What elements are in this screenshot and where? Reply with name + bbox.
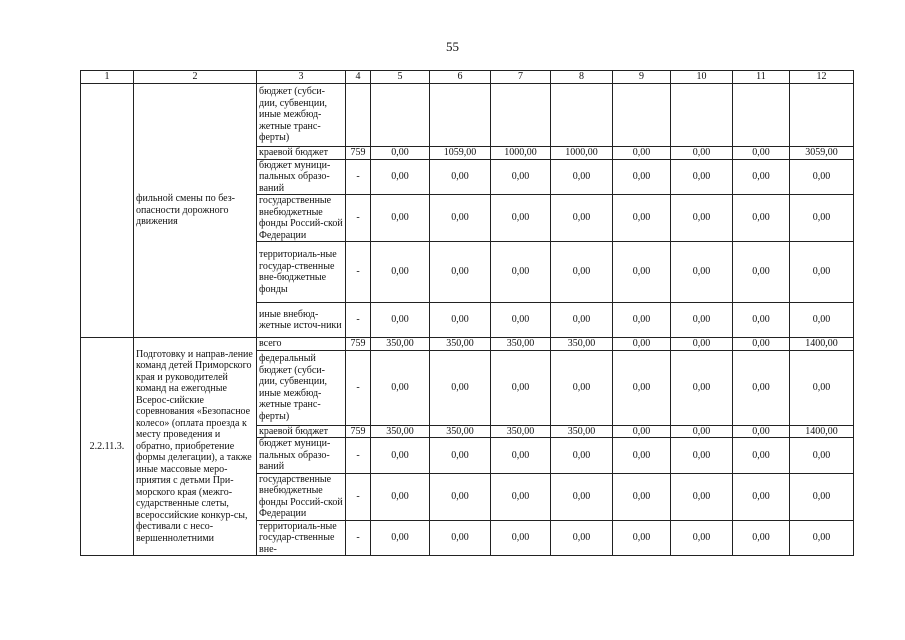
column-number-cell: 1 <box>81 71 134 84</box>
column-number-cell: 10 <box>671 71 733 84</box>
value-cell: 0,00 <box>790 473 854 520</box>
value-cell: 350,00 <box>430 425 491 438</box>
value-cell: 0,00 <box>430 242 491 303</box>
value-cell: 0,00 <box>613 520 671 556</box>
value-cell: 0,00 <box>733 338 790 351</box>
funding-source: федеральный бюджет (субси-дии, субвенции, иные межбюд-жетные транс-ферты) <box>257 350 346 425</box>
budget-table <box>80 70 854 556</box>
value-cell: 0,00 <box>733 242 790 303</box>
value-cell: 0,00 <box>551 520 613 556</box>
value-cell <box>430 84 491 147</box>
value-cell: 0,00 <box>371 195 430 242</box>
value-cell: 0,00 <box>613 338 671 351</box>
kbs-code: - <box>346 438 371 474</box>
value-cell: 350,00 <box>551 338 613 351</box>
kbs-code: - <box>346 350 371 425</box>
item-index <box>81 84 134 338</box>
value-cell: 0,00 <box>790 303 854 338</box>
kbs-code: - <box>346 195 371 242</box>
value-cell: 0,00 <box>671 159 733 195</box>
value-cell: 0,00 <box>733 438 790 474</box>
value-cell: 350,00 <box>371 338 430 351</box>
value-cell <box>371 84 430 147</box>
value-cell: 0,00 <box>733 303 790 338</box>
funding-source: иные внебюд-жетные источ-ники <box>257 303 346 338</box>
value-cell: 0,00 <box>613 242 671 303</box>
value-cell: 0,00 <box>790 159 854 195</box>
value-cell: 0,00 <box>430 195 491 242</box>
column-number-cell: 6 <box>430 71 491 84</box>
value-cell: 0,00 <box>613 147 671 160</box>
kbs-code: 759 <box>346 425 371 438</box>
value-cell: 1000,00 <box>551 147 613 160</box>
value-cell: 0,00 <box>671 425 733 438</box>
value-cell: 0,00 <box>613 350 671 425</box>
value-cell: 0,00 <box>551 438 613 474</box>
funding-source: бюджет (субси-дии, субвенции, иные межбюд-жетные транс-ферты) <box>257 84 346 147</box>
item-title: Подготовку и направ-ление команд детей Приморского края и руководителей команд на ежегодные Всерос-сийские соревнования «Безопасное колесо» (оплата проезда к месту проведения и обратно, приобретение формы делегации), а также иные массовые меро-приятия с детьми При-морского края (межго-сударственные слеты, всероссийские конкур-сы, фестивали с несо-вершеннолетними <box>134 338 257 556</box>
value-cell: 0,00 <box>491 303 551 338</box>
value-cell: 0,00 <box>790 438 854 474</box>
kbs-code <box>346 84 371 147</box>
value-cell: 0,00 <box>491 520 551 556</box>
funding-source: территориаль-ные государ-ственные вне- <box>257 520 346 556</box>
item-index: 2.2.11.3. <box>81 338 134 556</box>
column-number-cell: 3 <box>257 71 346 84</box>
value-cell <box>551 84 613 147</box>
value-cell: 0,00 <box>371 242 430 303</box>
value-cell: 0,00 <box>491 242 551 303</box>
value-cell: 350,00 <box>430 338 491 351</box>
value-cell: 0,00 <box>671 303 733 338</box>
value-cell: 0,00 <box>613 425 671 438</box>
value-cell <box>491 84 551 147</box>
value-cell: 0,00 <box>491 438 551 474</box>
value-cell: 3059,00 <box>790 147 854 160</box>
value-cell: 0,00 <box>733 520 790 556</box>
value-cell: 0,00 <box>790 242 854 303</box>
value-cell: 0,00 <box>671 473 733 520</box>
page-number: 55 <box>446 39 459 54</box>
value-cell: 0,00 <box>733 195 790 242</box>
value-cell: 0,00 <box>613 195 671 242</box>
value-cell: 1059,00 <box>430 147 491 160</box>
value-cell: 1400,00 <box>790 425 854 438</box>
funding-source: всего <box>257 338 346 351</box>
value-cell: 0,00 <box>371 159 430 195</box>
funding-source: территориаль-ные государ-ственные вне-бюджетные фонды <box>257 242 346 303</box>
funding-source: краевой бюджет <box>257 425 346 438</box>
value-cell: 0,00 <box>671 242 733 303</box>
value-cell: 0,00 <box>733 473 790 520</box>
funding-source: бюджет муници-пальных образо-ваний <box>257 159 346 195</box>
value-cell: 0,00 <box>491 159 551 195</box>
value-cell: 0,00 <box>430 438 491 474</box>
value-cell: 0,00 <box>430 350 491 425</box>
column-number-cell: 12 <box>790 71 854 84</box>
value-cell: 0,00 <box>371 438 430 474</box>
value-cell: 0,00 <box>430 520 491 556</box>
funding-source: государственные внебюджетные фонды Россий-ской Федерации <box>257 195 346 242</box>
value-cell <box>671 84 733 147</box>
kbs-code: - <box>346 303 371 338</box>
value-cell: 0,00 <box>371 350 430 425</box>
value-cell: 0,00 <box>491 473 551 520</box>
value-cell: 0,00 <box>733 147 790 160</box>
value-cell: 0,00 <box>551 350 613 425</box>
value-cell: 0,00 <box>491 195 551 242</box>
kbs-code: - <box>346 159 371 195</box>
value-cell: 0,00 <box>613 473 671 520</box>
value-cell: 0,00 <box>430 473 491 520</box>
value-cell: 0,00 <box>613 303 671 338</box>
value-cell: 0,00 <box>671 438 733 474</box>
value-cell: 0,00 <box>551 159 613 195</box>
value-cell: 0,00 <box>371 520 430 556</box>
value-cell: 0,00 <box>430 159 491 195</box>
kbs-code: 759 <box>346 147 371 160</box>
value-cell: 0,00 <box>733 425 790 438</box>
value-cell: 350,00 <box>551 425 613 438</box>
value-cell: 0,00 <box>371 303 430 338</box>
table-row <box>81 338 854 351</box>
column-number-cell: 5 <box>371 71 430 84</box>
value-cell: 0,00 <box>551 242 613 303</box>
value-cell: 0,00 <box>551 303 613 338</box>
column-number-cell: 8 <box>551 71 613 84</box>
funding-source: краевой бюджет <box>257 147 346 160</box>
kbs-code: - <box>346 520 371 556</box>
value-cell: 0,00 <box>613 159 671 195</box>
kbs-code: - <box>346 473 371 520</box>
value-cell: 0,00 <box>733 350 790 425</box>
value-cell: 0,00 <box>613 438 671 474</box>
table-row <box>81 84 854 147</box>
value-cell <box>733 84 790 147</box>
value-cell: 0,00 <box>371 147 430 160</box>
value-cell: 0,00 <box>671 147 733 160</box>
value-cell: 0,00 <box>790 520 854 556</box>
value-cell: 0,00 <box>671 350 733 425</box>
value-cell: 350,00 <box>371 425 430 438</box>
value-cell: 350,00 <box>491 425 551 438</box>
value-cell: 1000,00 <box>491 147 551 160</box>
value-cell: 0,00 <box>790 195 854 242</box>
value-cell: 0,00 <box>551 473 613 520</box>
column-number-cell: 4 <box>346 71 371 84</box>
value-cell: 0,00 <box>671 338 733 351</box>
value-cell: 350,00 <box>491 338 551 351</box>
value-cell: 0,00 <box>491 350 551 425</box>
funding-source: государственные внебюджетные фонды Россий-ской Федерации <box>257 473 346 520</box>
column-number-cell: 7 <box>491 71 551 84</box>
value-cell: 0,00 <box>671 520 733 556</box>
value-cell: 0,00 <box>790 350 854 425</box>
header-row <box>81 71 854 84</box>
column-number-cell: 11 <box>733 71 790 84</box>
value-cell: 0,00 <box>551 195 613 242</box>
value-cell <box>790 84 854 147</box>
value-cell <box>613 84 671 147</box>
item-title: фильной смены по без-опасности дорожного движения <box>134 84 257 338</box>
value-cell: 0,00 <box>371 473 430 520</box>
kbs-code: - <box>346 242 371 303</box>
value-cell: 0,00 <box>733 159 790 195</box>
value-cell: 0,00 <box>430 303 491 338</box>
funding-source: бюджет муници-пальных образо-ваний <box>257 438 346 474</box>
value-cell: 1400,00 <box>790 338 854 351</box>
column-number-cell: 9 <box>613 71 671 84</box>
value-cell: 0,00 <box>671 195 733 242</box>
kbs-code: 759 <box>346 338 371 351</box>
column-number-cell: 2 <box>134 71 257 84</box>
